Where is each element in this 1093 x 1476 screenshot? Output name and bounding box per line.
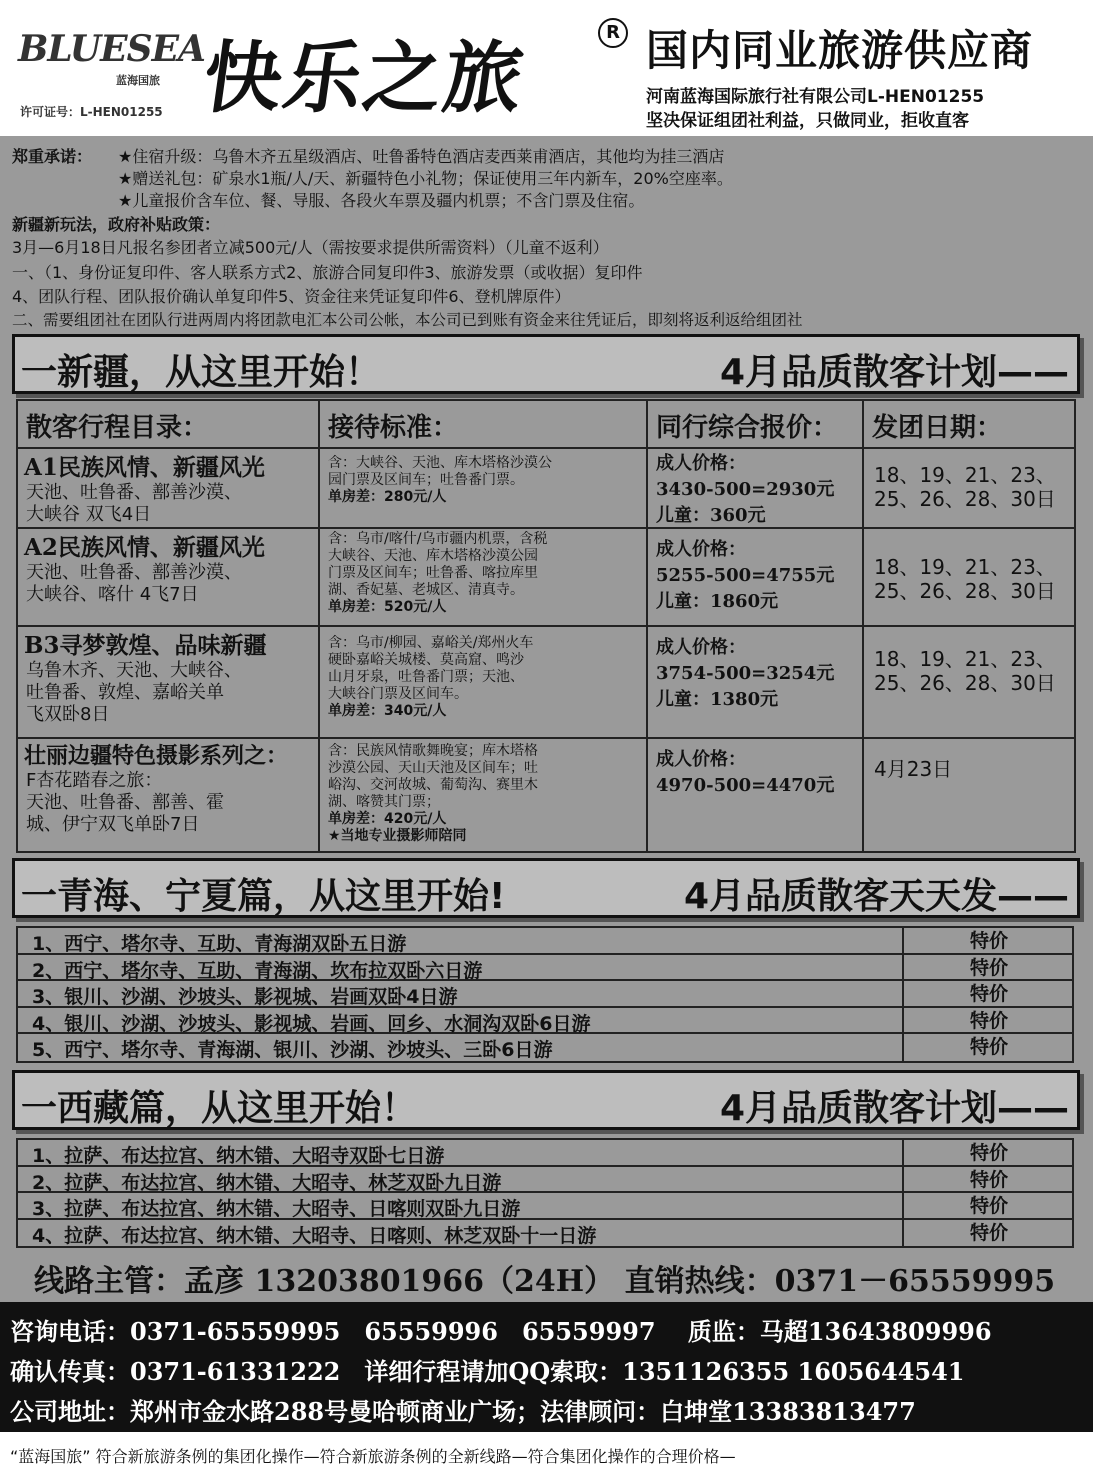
banner-left: 一西藏篇，从这里开始！ (21, 1088, 418, 1129)
date-line: 25、26、28、30日 (874, 579, 1056, 603)
price-line: 儿童：360元 (656, 505, 766, 526)
route-name: 5、西宁、塔尔寺、青海湖、银川、沙湖、沙坡头、三卧6日游 (32, 1039, 553, 1061)
list-item (18, 1140, 1072, 1167)
std-line: 门票及区间车；吐鲁番、喀拉库里 (328, 565, 538, 581)
route-desc: 大峡谷 双飞4日 (26, 504, 152, 525)
price-cell (648, 627, 864, 739)
price-line: 成人价格： (656, 539, 746, 560)
price-line: 3430-500=2930元 (656, 479, 835, 500)
table-row (18, 627, 320, 739)
std-line: 含：民族风情歌舞晚宴；库木塔格 (328, 743, 538, 759)
std-line: 含：乌市/喀什/乌市疆内机票，含税 (328, 531, 548, 547)
list-item (18, 1034, 1072, 1061)
std-line: 含：大峡谷、天池、库木塔格沙漠公 (328, 455, 552, 471)
price-line: 5255-500=4755元 (656, 565, 835, 586)
route-name: 3、拉萨、布达拉宫、纳木错、大昭寺、日喀则双卧九日游 (32, 1198, 521, 1220)
qinghai-route-list (16, 926, 1074, 1063)
list-item (18, 1008, 1072, 1035)
std-line: 单房差：280元/人 (328, 489, 447, 505)
std-line: 沙漠公园、天山天池及区间车；吐 (328, 760, 538, 776)
date-cell (864, 739, 1076, 853)
service-standard (320, 449, 648, 529)
policy-line: 二、需要组团社在团队行进两周内将团款电汇本公司公帐，本公司已到账有资金来往凭证后，即刻将返利返给组团社 (12, 311, 803, 329)
route-title: 壮丽边疆特色摄影系列之： (24, 743, 289, 769)
date-line: 25、26、28、30日 (874, 671, 1056, 695)
std-line: 硬卧嘉峪关城楼、莫高窟、鸣沙 (328, 652, 524, 668)
std-line: 湖、喀赞其门票； (328, 794, 440, 810)
banner-left: 一新疆，从这里开始！ (21, 352, 382, 393)
route-title: A2民族风情、新疆风光 (24, 534, 265, 561)
price-line: 成人价格： (656, 453, 746, 474)
xinjiang-banner (12, 334, 1080, 394)
route-price: 特价 (902, 981, 1074, 1006)
route-desc: 城、伊宁双飞单卧7日 (26, 814, 200, 835)
logo-word: BLUESEA (18, 28, 205, 70)
list-item (18, 1220, 1072, 1247)
registered-mark-icon: R (598, 18, 628, 48)
std-line: 单房差：340元/人 (328, 703, 447, 719)
date-line: 18、19、21、23、 (874, 463, 1056, 487)
table-header: 同行综合报价： (648, 401, 864, 449)
bottom-slogan: “蓝海国旅” 符合新旅游条例的集团化操作—符合新旅游条例的全新线路—符合集团化操作的合理价格— (10, 1447, 736, 1466)
policy-title: 新疆新玩法，政府补贴政策： (12, 215, 221, 234)
consult-phone: 咨询电话：0371-65559995 65559996 65559997 质监：马超13643809996 (10, 1317, 992, 1346)
std-line: 单房差：520元/人 (328, 599, 447, 615)
date-line: 25、26、28、30日 (874, 487, 1056, 511)
slogan: 坚决保证组团社利益，只做同业，拒收直客 (646, 111, 969, 131)
route-price: 特价 (902, 1140, 1074, 1165)
price-cell (648, 739, 864, 853)
route-desc: 大峡谷、喀什 4飞7日 (26, 584, 199, 605)
list-item (18, 1193, 1072, 1220)
date-cell (864, 529, 1076, 627)
date-cell (864, 627, 1076, 739)
std-line: 含：乌市/柳园、嘉峪关/郑州火车 (328, 635, 534, 651)
date-line: 18、19、21、23、 (874, 555, 1056, 579)
route-name: 2、拉萨、布达拉宫、纳木错、大昭寺、林芝双卧九日游 (32, 1171, 502, 1194)
route-desc: 飞双卧8日 (26, 704, 110, 725)
banner-right: 4月品质散客天天发—— (683, 876, 1069, 917)
footer (0, 1302, 1093, 1432)
table-row (18, 739, 320, 853)
price-line: 4970-500=4470元 (656, 775, 835, 796)
route-name: 1、拉萨、布达拉宫、纳木错、大昭寺双卧七日游 (32, 1145, 445, 1167)
promise-label: 郑重承诺： (12, 147, 93, 166)
std-line: 单房差：420元/人 (328, 811, 447, 827)
promise-item: ★赠送礼包：矿泉水1瓶/人/天、新疆特色小礼物；保证使用三年内新车，20%空座率。 (118, 169, 733, 188)
banner-right: 4月品质散客计划—— (719, 1088, 1069, 1129)
xinjiang-tour-table (16, 399, 1076, 853)
table-header: 发团日期： (864, 401, 1076, 449)
price-cell (648, 449, 864, 529)
route-name: 3、银川、沙湖、沙坡头、影视城、岩画双卧4日游 (32, 986, 458, 1008)
route-name: 1、西宁、塔尔寺、互助、青海湖双卧五日游 (32, 933, 407, 955)
bluesea-logo (18, 28, 205, 87)
route-price: 特价 (902, 1167, 1074, 1192)
price-line: 儿童：1860元 (656, 591, 779, 612)
route-desc: 天池、吐鲁番、鄯善、霍 (26, 792, 224, 813)
route-desc: F杏花踏春之旅： (26, 770, 163, 791)
brand-title: 快乐之旅 (197, 33, 531, 124)
banner-left: 一青海、宁夏篇，从这里开始! (21, 876, 506, 917)
route-price: 特价 (902, 1034, 1074, 1061)
std-line: 大峡谷、天池、库木塔格沙漠公园 (328, 548, 538, 564)
policy-line: 4、团队行程、团队报价确认单复印件5、资金往来凭证复印件6、登机牌原件） (12, 287, 571, 306)
policy-line: 3月—6月18日凡报名参团者立减500元/人（需按要求提供所需资料）（儿童不返利） (12, 238, 609, 257)
route-price: 特价 (902, 928, 1074, 953)
route-desc: 乌鲁木齐、天池、大峡谷、 (26, 660, 242, 681)
std-line: 山月牙泉，吐鲁番门票；天池、 (328, 669, 524, 685)
company-name: 河南蓝海国际旅行社有限公司L-HEN01255 (646, 87, 985, 107)
bottom-strip (0, 1432, 1093, 1476)
service-standard (320, 739, 648, 853)
logo-cn: 蓝海国旅 (116, 74, 160, 87)
tibet-banner (12, 1070, 1080, 1130)
table-row (18, 529, 320, 627)
price-line: 成人价格： (656, 637, 746, 658)
table-row (18, 449, 320, 529)
policy-line: 一、（1、身份证复印件、客人联系方式2、旅游合同复印件3、旅游发票（或收据）复印件 (12, 263, 643, 282)
supplier-title: 国内同业旅游供应商 (646, 26, 1034, 75)
price-cell (648, 529, 864, 627)
route-price: 特价 (902, 955, 1074, 980)
table-header: 接待标准： (320, 401, 648, 449)
route-price: 特价 (902, 1220, 1074, 1247)
service-standard (320, 627, 648, 739)
list-item (18, 981, 1072, 1008)
route-name: 4、银川、沙湖、沙坡头、影视城、岩画、回乡、水洞沟双卧6日游 (32, 1012, 591, 1035)
route-name: 2、西宁、塔尔寺、互助、青海湖、坎布拉双卧六日游 (32, 959, 483, 982)
route-desc: 天池、吐鲁番、鄯善沙漠、 (26, 562, 242, 583)
std-line: 大峡谷门票及区间车。 (328, 686, 468, 702)
std-line: ★当地专业摄影师陪同 (328, 828, 467, 844)
route-desc: 天池、吐鲁番、鄯善沙漠、 (26, 482, 242, 503)
price-line: 儿童：1380元 (656, 689, 779, 710)
table-header: 散客行程目录： (18, 401, 320, 449)
route-price: 特价 (902, 1008, 1074, 1033)
price-line: 成人价格： (656, 749, 746, 770)
list-item (18, 955, 1072, 982)
confirm-fax: 确认传真：0371-61331222 详细行程请加QQ索取：1351126355 1605644541 (10, 1357, 965, 1386)
price-line: 3754-500=3254元 (656, 663, 835, 684)
banner-right: 4月品质散客计划—— (719, 352, 1069, 393)
date-line: 4月23日 (874, 757, 953, 781)
header (0, 0, 1093, 136)
date-cell (864, 449, 1076, 529)
list-item (18, 1167, 1072, 1194)
route-manager-hotline: 线路主管：孟彦 13203801966（24H） 直销热线：0371－65559995 (34, 1264, 1056, 1299)
promise-item: ★儿童报价含车位、餐、导服、各段火车票及疆内机票；不含门票及住宿。 (118, 191, 645, 210)
route-title: A1民族风情、新疆风光 (24, 454, 265, 481)
date-line: 18、19、21、23、 (874, 647, 1056, 671)
route-price: 特价 (902, 1193, 1074, 1218)
list-item (18, 928, 1072, 955)
std-line: 峪沟、交河故城、葡萄沟、赛里木 (328, 777, 538, 793)
tibet-route-list (16, 1138, 1074, 1248)
service-standard (320, 529, 648, 627)
std-line: 湖、香妃墓、老城区、清真寺。 (328, 582, 524, 598)
route-title: B3寻梦敦煌、品味新疆 (24, 632, 267, 659)
promise-item: ★住宿升级：乌鲁木齐五星级酒店、吐鲁番特色酒店麦西莱甫酒店，其他均为挂三酒店 (118, 147, 725, 166)
company-address: 公司地址：郑州市金水路288号曼哈顿商业广场；法律顾问：白坤堂13383813477 (10, 1397, 916, 1426)
route-name: 4、拉萨、布达拉宫、纳木错、大昭寺、日喀则、林芝双卧十一日游 (32, 1224, 597, 1247)
qinghai-banner (12, 858, 1080, 918)
license-number: 许可证号：L-HEN01255 (20, 105, 163, 119)
route-desc: 吐鲁番、敦煌、嘉峪关单 (26, 682, 224, 703)
std-line: 园门票及区间车；吐鲁番门票。 (328, 472, 524, 488)
